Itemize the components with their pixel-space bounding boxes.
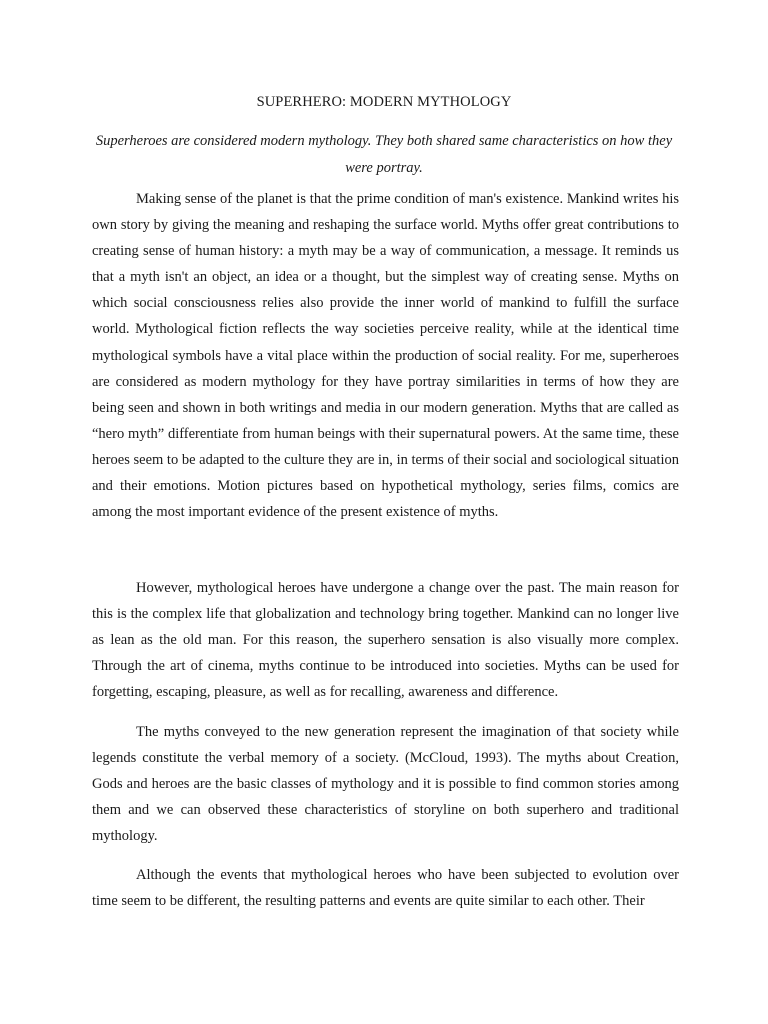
paragraph-3: The myths conveyed to the new generation represent the imagination of that society while legends constitute the verbal memory of a society. (McCloud, 1993). The myths about Creation, Gods and heroes are the basic classes of mythology and it is possible to find common stories among them and we can observed these characteristics of storyline on both superhero and traditional mythology. (92, 724, 679, 845)
paragraph-4: Although the events that mythological heroes who have been subjected to evolution over time seem to be different, the resulting patterns and events are quite similar to each other. Their (92, 867, 679, 910)
paragraph-2: However, mythological heroes have undergone a change over the past. The main reason for this is the complex life that globalization and technology bring together. Mankind can no longer live as lean as the old man. For this reason, the superhero sensation is also visually more complex. Through the art of cinema, myths continue to be introduced into societies. Myths can be used for forgetting, escaping, pleasure, as well as for recalling, awareness and difference. (92, 580, 679, 701)
paragraph-1: Making sense of the planet is that the prime condition of man's existence. Mankind writes his own story by giving the meaning and reshaping the surface world. Myths offer great contributions to creating sense of human history: a myth may be a way of communication, a message. It reminds us that a myth isn't an object, an idea or a thought, but the simplest way of creating sense. Myths on which social consciousness relies also provide the inner world of mankind to fulfill the surface world. Mythological fiction reflects the way societies perceive reality, while at the identical time mythological symbols have a vital place within the production of social reality. For me, superheroes are considered as modern mythology for they have portray similarities in terms of how they are being seen and shown in both writings and media in our modern generation. Myths that are called as “hero myth” differentiate from human beings with their supernatural powers. At the same time, these heroes seem to be adapted to the culture they are in, in terms of their social and sociological situation and their emotions. Motion pictures based on hypothetical mythology, series films, comics are among the most important evidence of the present existence of myths. (92, 191, 679, 521)
document-title: SUPERHERO: MODERN MYTHOLOGY (256, 94, 512, 110)
document-subtitle: Superheroes are considered modern mythology. They both shared same characteristics on how they were portray. (95, 133, 673, 176)
